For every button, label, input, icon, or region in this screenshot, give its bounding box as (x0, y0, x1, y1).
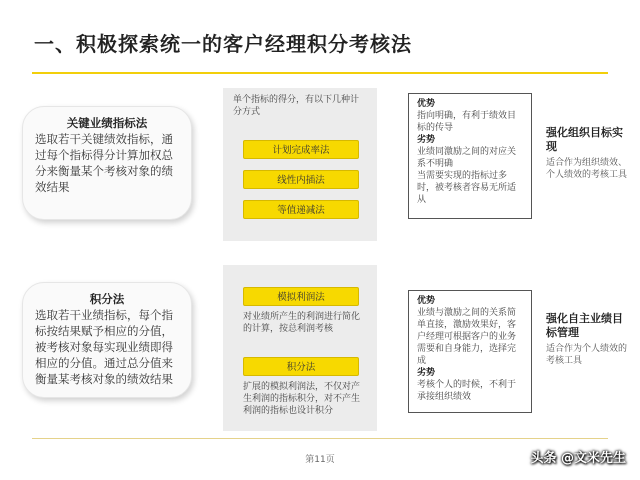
method-card-body: 选取若干业绩指标，每个指标按结果赋予相应的分值，被考核对象每实现业绩即得相应的分值。通过总分值来衡量某考核对象的绩效结果 (35, 308, 173, 386)
result-block (546, 126, 630, 181)
pros-text: 业绩与激励之间的关系简单直接，激励效果好，客户经理可根据客户的业务需要和自身能力，选择完成 (417, 308, 517, 366)
cons-label: 劣势 (417, 135, 436, 145)
pros-text: 指向明确，有利于绩效目标的传导 (417, 111, 517, 133)
result-description: 适合作为个人绩效的考核工具 (546, 344, 628, 366)
pros-label: 优势 (417, 99, 436, 109)
simulated-profit-desc: 对业绩所产生的利润进行简化的计算，按总利润考核 (243, 312, 361, 334)
method-button-equal-decrement: 等值递减法 (243, 200, 359, 219)
method-button-simulated-profit: 模拟利润法 (243, 287, 359, 306)
method-card-title: 关键业绩指标法 (66, 116, 148, 130)
method-card-kpi (22, 106, 192, 220)
pros-label: 优势 (417, 296, 436, 306)
scoring-methods-intro: 单个指标的得分，有以下几种计分方式 (233, 95, 360, 117)
result-description: 适合作为组织绩效、个人绩效的考核工具 (546, 158, 628, 180)
points-method-desc: 扩展的模拟利润法，不仅对产生利润的指标积分，对不产生利润的指标也设计积分 (243, 382, 361, 416)
method-card-title: 积分法 (89, 292, 125, 306)
page-number: 第11页 (305, 455, 335, 465)
method-card-body: 选取若干关键绩效指标，通过每个指标得分计算加权总分来衡量某个考核对象的绩效结果 (35, 132, 173, 194)
cons-text: 考核个人的时候，不利于承接组织绩效 (417, 380, 517, 402)
method-button-linear-interpolation: 线性内插法 (243, 170, 359, 189)
title-divider (32, 72, 608, 74)
method-button-plan-completion: 计划完成率法 (243, 140, 359, 159)
cons-text: 业绩同激励之间的对应关系不明确 当需要实现的指标过多时，被考核者容易无所适从 (417, 147, 517, 205)
result-title: 强化自主业绩目标管理 (546, 312, 623, 339)
pros-cons-box (408, 290, 532, 413)
method-button-points: 积分法 (243, 357, 359, 376)
result-block (546, 312, 630, 367)
watermark: 头条 @文米先生 (530, 451, 626, 466)
page-title: 一、积极探索统一的客户经理积分考核法 (34, 32, 412, 56)
pros-cons-box (408, 93, 532, 219)
footer-divider (32, 438, 608, 439)
result-title: 强化组织目标实现 (546, 126, 623, 153)
method-card-points (22, 282, 192, 398)
cons-label: 劣势 (417, 368, 436, 378)
